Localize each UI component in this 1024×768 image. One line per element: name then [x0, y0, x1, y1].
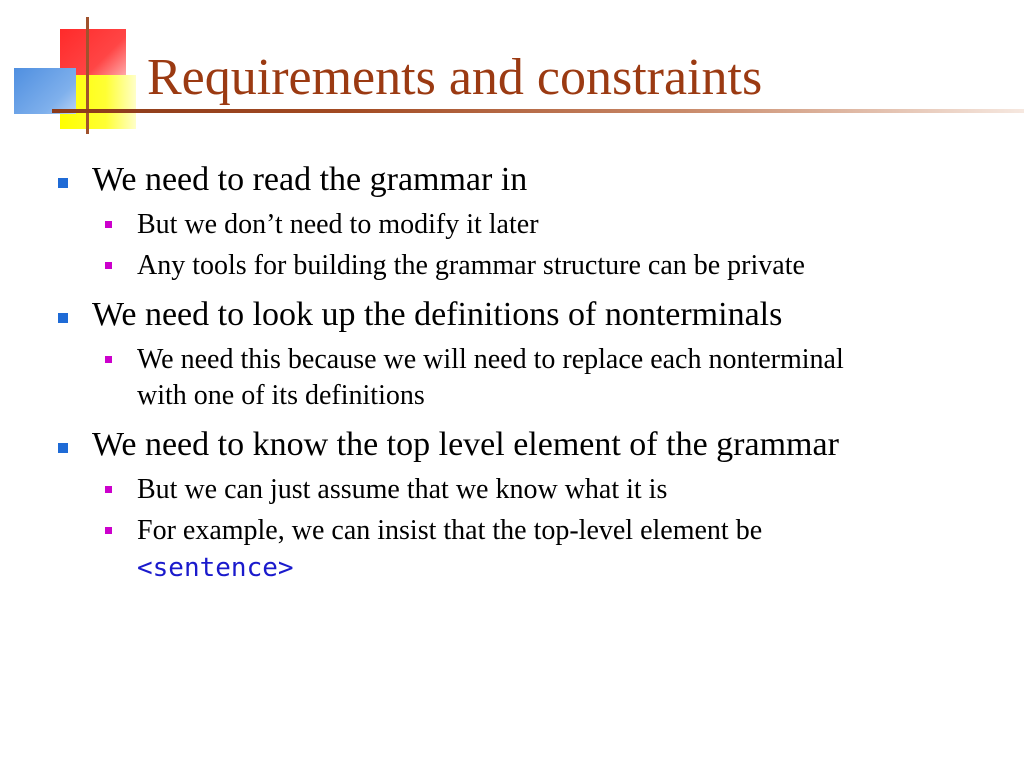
bullet-level2 — [92, 248, 1010, 284]
bullet-text: We need this because we will need to replace each nonterminal with one of its definitions — [137, 343, 844, 412]
square-bullet-icon — [105, 356, 112, 363]
bullet-text: We need to know the top level element of the grammar — [92, 425, 839, 463]
slide-logo-decoration — [0, 0, 140, 140]
square-bullet-icon — [105, 486, 112, 493]
title-underline — [52, 109, 1024, 113]
bullet-text: We need to look up the definitions of nonterminals — [92, 295, 783, 333]
bullet-level2 — [92, 342, 877, 415]
square-bullet-icon — [58, 313, 68, 323]
code-snippet: <sentence> — [137, 552, 294, 583]
bullet-text: But we don’t need to modify it later — [137, 209, 539, 241]
bullet-group-2 — [50, 295, 1010, 415]
bullet-level2 — [92, 207, 1010, 243]
square-bullet-icon — [105, 221, 112, 228]
bullet-level1 — [50, 160, 1010, 199]
bullet-text: For example, we can insist that the top-level element be — [137, 515, 763, 547]
bullet-level1 — [50, 425, 1010, 464]
bullet-level2 — [92, 472, 1010, 508]
bullet-group-1 — [50, 160, 1010, 285]
bullet-level1 — [50, 295, 1010, 334]
square-bullet-icon — [105, 527, 112, 534]
bullet-list — [50, 160, 1010, 596]
blue-square-decoration — [14, 68, 76, 114]
slide-title: Requirements and constraints — [147, 49, 763, 106]
bullet-text: We need to read the grammar in — [92, 161, 528, 198]
square-bullet-icon — [58, 443, 68, 453]
bullet-text: Any tools for building the grammar structure can be private — [137, 250, 805, 282]
vertical-rule-decoration — [86, 17, 89, 134]
bullet-level2 — [92, 513, 917, 586]
square-bullet-icon — [58, 178, 68, 188]
square-bullet-icon — [105, 262, 112, 269]
bullet-text: But we can just assume that we know what it is — [137, 473, 668, 505]
bullet-group-3 — [50, 425, 1010, 586]
